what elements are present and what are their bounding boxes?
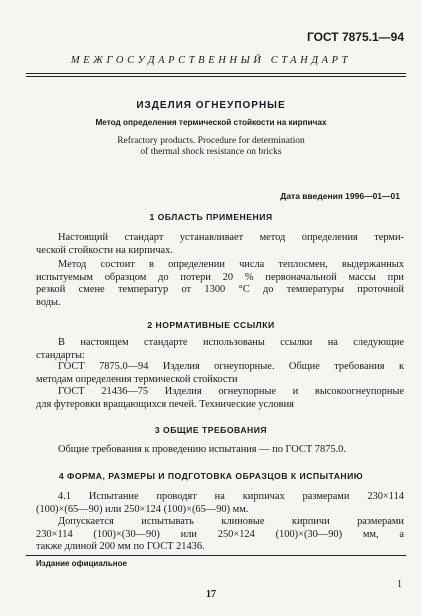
text-line: для футеровки вращающихся печей. Технические условия	[36, 398, 294, 410]
standard-code: ГОСТ 7875.1—94	[306, 30, 404, 44]
introduction-date: Дата введения 1996—01—01	[280, 191, 400, 201]
text-line: также длиной 200 мм по ГОСТ 21436.	[36, 541, 205, 553]
section-2-heading: 2 НОРМАТИВНЫЕ ССЫЛКИ	[147, 320, 275, 330]
section-4-heading: 4 ФОРМА, РАЗМЕРЫ И ПОДГОТОВКА ОБРАЗЦОВ К ИСПЫТАНИЮ	[58, 471, 364, 481]
section-4-paragraph-2	[36, 516, 404, 554]
section-2-paragraph-1	[36, 337, 404, 362]
english-title-line-1: Refractory products. Procedure for determination	[117, 136, 305, 146]
text-line: Общие требования к проведению испытания — по ГОСТ 7875.0.	[58, 444, 346, 455]
text-line: стандарты:	[36, 349, 85, 361]
header-rule-top	[26, 73, 406, 74]
text-line: резкой смене температур от 1300 °С до температуры проточной	[36, 284, 404, 296]
official-edition-label: Издание официальное	[36, 559, 127, 568]
section-1-heading: 1 ОБЛАСТЬ ПРИМЕНЕНИЯ	[149, 212, 273, 222]
section-4-paragraph-1	[36, 491, 404, 516]
text-line: воды.	[36, 296, 61, 308]
text-line: В настоящем стандарте использованы ссылки на следующие	[58, 337, 404, 348]
text-line: ческой стойкости на кирпичах.	[36, 244, 173, 256]
text-line: методам определения термической стойкости	[36, 373, 238, 385]
english-title-line-2: of thermal shock resistance on bricks	[140, 147, 282, 157]
section-1-paragraph-2	[36, 259, 404, 309]
section-2-paragraph-3	[36, 386, 404, 411]
footer-rule	[26, 555, 406, 556]
text-line: испытуемым образцом до потери 20 % первоначальной массы при	[36, 271, 404, 283]
standard-type-banner: МЕЖГОСУДАРСТВЕННЫЙ СТАНДАРТ	[70, 55, 352, 66]
header-rule-bottom	[26, 76, 406, 77]
text-line: Настоящий стандарт устанавливает метод определения терми-	[58, 232, 404, 243]
text-line: 4.1 Испытание проводят на кирпичах размерами 230×114	[58, 491, 404, 502]
section-2-paragraph-2	[36, 361, 404, 386]
document-subtitle: Метод определения термической стойкости на кирпичах	[95, 118, 327, 127]
text-line: (100)×(65—90) или 250×124 (100)×(65—90) мм.	[36, 503, 249, 515]
side-page-mark: 1	[397, 579, 402, 590]
text-line: ГОСТ 7875.0—94 Изделия огнеупорные. Общие требования к	[58, 361, 404, 372]
section-3-paragraph-1	[36, 444, 404, 457]
text-line: ГОСТ 21436—75 Изделия огнеупорные и высокоогнеупорные	[58, 386, 404, 397]
section-1-paragraph-1	[36, 232, 404, 257]
text-line: Допускается испытывать клиновые кирпичи размерами	[58, 516, 404, 527]
page-number: 17	[206, 589, 216, 600]
document-title: ИЗДЕЛИЯ ОГНЕУПОРНЫЕ	[136, 100, 286, 111]
text-line: 230×114 (100)×(30—90) или 250×124 (100)×(30—90) мм, а	[36, 528, 404, 540]
text-line: Метод состоит в определении числа теплосмен, выдержанных	[58, 259, 404, 270]
section-3-heading: 3 ОБЩИЕ ТРЕБОВАНИЯ	[154, 425, 268, 435]
